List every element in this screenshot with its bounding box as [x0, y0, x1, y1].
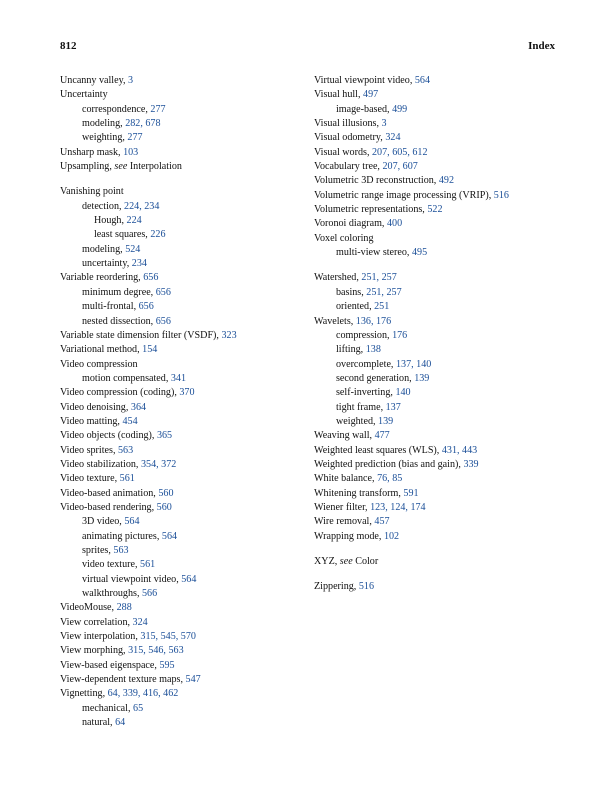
page-reference-link[interactable]: 656 — [155, 315, 171, 327]
index-subentry — [60, 286, 305, 300]
index-entry — [60, 343, 305, 357]
page-reference-link[interactable]: 64, 339, 416, 462 — [107, 688, 179, 700]
index-subentry — [60, 103, 305, 117]
index-entry — [314, 555, 564, 569]
index-term: weighting, — [82, 132, 128, 144]
page-reference-link[interactable]: 656 — [138, 301, 154, 313]
index-term: Volumetric 3D reconstruction, — [314, 175, 439, 187]
index-term: Voronoi diagram, — [314, 218, 387, 230]
index-term: Uncanny valley, — [60, 75, 129, 86]
page-reference-link[interactable]: 251, 257 — [361, 272, 397, 284]
page-reference-link[interactable]: 370 — [179, 387, 195, 399]
index-term: multi-view stereo, — [336, 247, 412, 259]
page-reference-link[interactable]: 365 — [156, 430, 173, 442]
index-subentry — [60, 716, 305, 730]
index-entry — [60, 644, 305, 658]
page-reference-link[interactable]: 277 — [127, 132, 143, 144]
see-target: Interpolation — [127, 161, 182, 173]
index-term: Video compression (coding), — [60, 387, 180, 399]
index-term: least squares, — [94, 229, 151, 241]
index-term: image-based, — [336, 103, 393, 115]
index-term: View-based eigenspace, — [60, 659, 160, 671]
index-entry — [314, 217, 564, 231]
page-reference-link[interactable]: 207, 605, 612 — [372, 146, 428, 158]
page-reference-link[interactable]: 207, 607 — [382, 161, 418, 173]
index-entry — [60, 616, 305, 630]
page-reference-link[interactable]: 516 — [358, 581, 374, 593]
index-entry — [60, 185, 305, 199]
page-reference-link[interactable]: 516 — [493, 189, 509, 201]
page-reference-link[interactable]: 251, 257 — [366, 286, 402, 298]
index-subentry — [60, 243, 305, 257]
index-term: Visual odometry, — [314, 132, 386, 144]
index-term: Visual hull, — [314, 89, 364, 101]
index-entry — [314, 315, 564, 329]
page-reference-link[interactable]: 138 — [365, 344, 381, 356]
page-reference-link[interactable]: 499 — [392, 103, 408, 115]
page-reference-link[interactable]: 454 — [122, 415, 138, 427]
index-term: Wiener filter, — [314, 501, 371, 513]
index-term: Weighted least squares (WLS), — [314, 444, 442, 456]
page-reference-link[interactable]: 282, 678 — [125, 118, 161, 130]
index-subentry — [60, 200, 305, 214]
index-term: Volumetric range image processing (VRIP), — [314, 189, 494, 201]
page-reference-link[interactable]: 140 — [395, 387, 411, 399]
page-reference-link[interactable]: 3 — [381, 118, 387, 130]
index-subentry — [60, 228, 305, 242]
section-gap — [314, 544, 564, 555]
section-gap — [314, 260, 564, 271]
index-entry — [60, 601, 305, 615]
page-reference-link[interactable]: 277 — [150, 103, 166, 115]
page-reference-link[interactable]: 224, 234 — [124, 200, 160, 212]
page-reference-link[interactable]: 477 — [374, 430, 390, 442]
page-reference-link[interactable]: 103 — [123, 146, 139, 158]
index-subentry — [60, 117, 305, 131]
index-term: modeling, — [82, 118, 126, 130]
index-term: Video texture, — [60, 473, 120, 485]
page-reference-link[interactable]: 364 — [130, 401, 147, 413]
page-reference-link[interactable]: 288 — [116, 602, 132, 614]
index-entry — [60, 88, 305, 102]
index-subentry — [314, 415, 564, 429]
page-reference-link[interactable]: 137, 140 — [395, 358, 432, 370]
index-term: virtual viewpoint video, — [82, 573, 182, 585]
see-target: Color — [352, 556, 379, 567]
index-subentry — [314, 300, 564, 314]
index-term: Vocabulary tree, — [314, 161, 383, 173]
page-reference-link[interactable]: 564 — [181, 573, 197, 585]
index-term: Uncertainty — [60, 89, 108, 101]
index-entry — [60, 146, 305, 160]
page-reference-link[interactable]: 560 — [158, 487, 174, 499]
page-reference-link[interactable]: 564 — [161, 530, 178, 542]
index-entry — [314, 444, 564, 458]
index-column-right — [314, 74, 564, 595]
page-reference-link[interactable]: 400 — [386, 218, 403, 230]
index-term: Voxel coloring — [314, 232, 374, 244]
page-reference-link[interactable]: 561 — [140, 559, 156, 571]
index-term: walkthroughs, — [82, 588, 142, 600]
index-term: self-inverting, — [336, 387, 396, 399]
index-entry — [60, 659, 305, 673]
see-reference: see — [114, 161, 128, 173]
index-subentry — [314, 386, 564, 400]
index-term: compression, — [336, 329, 393, 341]
page-reference-link[interactable]: 136, 176 — [355, 315, 392, 327]
index-entry — [314, 88, 564, 102]
page-reference-link[interactable]: 323 — [221, 329, 237, 341]
index-term: White balance, — [314, 473, 378, 485]
index-entry — [314, 203, 564, 217]
running-title: Index — [528, 40, 555, 52]
page-reference-link[interactable]: 251 — [374, 301, 390, 313]
index-term: Video-based animation, — [60, 487, 159, 499]
index-subentry — [60, 530, 305, 544]
index-term: View morphing, — [60, 645, 129, 657]
index-subentry — [314, 103, 564, 117]
index-subentry — [314, 358, 564, 372]
index-subentry — [60, 315, 305, 329]
index-entry — [60, 160, 305, 174]
index-term: Visual words, — [314, 146, 372, 158]
index-term: Weighted prediction (bias and gain), — [314, 458, 464, 470]
index-entry — [60, 673, 305, 687]
index-term: VideoMouse, — [60, 602, 117, 614]
page-number: 812 — [60, 40, 77, 52]
index-subentry — [60, 702, 305, 716]
page-reference-link[interactable]: 226 — [150, 229, 166, 241]
page-reference-link[interactable]: 176 — [392, 329, 408, 341]
index-term: 3D video, — [82, 516, 125, 528]
index-term: View correlation, — [60, 616, 133, 628]
index-term: Video-based rendering, — [60, 501, 157, 513]
index-term: second generation, — [336, 372, 415, 384]
page-reference-link[interactable]: 591 — [403, 487, 419, 499]
index-term: Whitening transform, — [314, 487, 404, 499]
index-entry — [314, 131, 564, 145]
page-reference-link[interactable]: 315, 546, 563 — [128, 645, 184, 657]
page-reference-link[interactable]: 137 — [385, 401, 401, 413]
index-subentry — [60, 257, 305, 271]
page-reference-link[interactable]: 524 — [125, 243, 141, 255]
page-reference-link[interactable]: 315, 545, 570 — [140, 631, 196, 643]
index-entry — [314, 472, 564, 486]
index-entry — [314, 160, 564, 174]
page-reference-link[interactable]: 139 — [378, 415, 394, 427]
page-reference-link[interactable]: 234 — [131, 258, 147, 270]
index-subentry — [314, 246, 564, 260]
index-entry — [314, 429, 564, 443]
see-reference: see — [339, 556, 353, 567]
index-term: natural, — [82, 717, 116, 729]
index-term: motion compensated, — [82, 372, 171, 384]
page-reference-link[interactable]: 102 — [383, 530, 400, 542]
index-term: animating pictures, — [82, 530, 162, 542]
index-term: multi-frontal, — [82, 301, 139, 313]
index-subentry — [314, 401, 564, 415]
index-term: Weaving wall, — [314, 430, 375, 442]
index-term: video texture, — [82, 559, 141, 571]
index-entry — [60, 458, 305, 472]
index-term: uncertainty, — [82, 258, 132, 270]
index-entry — [60, 444, 305, 458]
index-entry — [314, 146, 564, 160]
page-reference-link[interactable]: 560 — [156, 501, 172, 513]
index-term: Variable reordering, — [60, 272, 144, 284]
index-entry — [60, 630, 305, 644]
index-entry — [314, 458, 564, 472]
page-reference-link[interactable]: 561 — [119, 473, 135, 485]
page-reference-link[interactable]: 564 — [414, 75, 431, 86]
index-entry — [314, 487, 564, 501]
index-term: Video denoising, — [60, 401, 131, 413]
index-subentry — [60, 587, 305, 601]
index-entry — [60, 386, 305, 400]
page-reference-link[interactable]: 224 — [126, 215, 142, 227]
index-entry — [60, 487, 305, 501]
page-reference-link[interactable]: 339 — [463, 458, 479, 470]
index-entry — [314, 189, 564, 203]
index-subentry — [60, 300, 305, 314]
index-subentry — [60, 515, 305, 529]
index-term: tight frame, — [336, 401, 386, 413]
page-reference-link[interactable]: 563 — [118, 444, 134, 456]
index-term: Unsharp mask, — [60, 146, 124, 158]
index-entry — [60, 501, 305, 515]
page-reference-link[interactable]: 497 — [363, 89, 379, 101]
index-subentry — [60, 214, 305, 228]
index-term: nested dissection, — [82, 315, 156, 327]
index-term: weighted, — [336, 415, 379, 427]
index-term: Vanishing point — [60, 186, 124, 198]
index-subentry — [314, 286, 564, 300]
index-entry — [60, 271, 305, 285]
index-entry — [60, 401, 305, 415]
page-reference-link[interactable]: 76, 85 — [377, 473, 403, 485]
page-reference-link[interactable]: 547 — [185, 674, 201, 686]
index-subentry — [314, 372, 564, 386]
index-subentry — [60, 131, 305, 145]
page-reference-link[interactable]: 656 — [143, 272, 159, 284]
page-reference-link[interactable]: 656 — [155, 286, 171, 298]
index-entry — [314, 74, 564, 88]
page-reference-link[interactable]: 139 — [414, 372, 430, 384]
page-reference-link[interactable]: 492 — [438, 175, 454, 187]
index-term: Wrapping mode, — [314, 530, 384, 542]
page-reference-link[interactable]: 123, 124, 174 — [370, 501, 426, 513]
index-entry — [60, 358, 305, 372]
index-term: correspondence, — [82, 103, 151, 115]
page-reference-link[interactable]: 324 — [385, 132, 401, 144]
index-entry — [314, 232, 564, 246]
index-term: Volumetric representations, — [314, 204, 428, 216]
page-reference-link[interactable]: 522 — [427, 204, 443, 216]
index-term: lifting, — [336, 344, 366, 356]
section-gap — [60, 174, 305, 185]
page-reference-link[interactable]: 595 — [159, 659, 175, 671]
index-entry — [60, 74, 305, 88]
index-term: Hough, — [94, 215, 127, 227]
index-entry — [314, 271, 564, 285]
index-entry — [314, 515, 564, 529]
index-entry — [60, 472, 305, 486]
index-entry — [314, 530, 564, 544]
page-reference-link[interactable]: 431, 443 — [441, 444, 478, 456]
index-subentry — [314, 343, 564, 357]
index-term: Watershed, — [314, 272, 362, 284]
index-column-left — [60, 74, 305, 730]
index-entry — [60, 687, 305, 701]
index-entry — [314, 580, 564, 594]
index-term: View interpolation, — [60, 631, 141, 643]
page-reference-link[interactable]: 154 — [142, 344, 158, 356]
page-reference-link[interactable]: 341 — [170, 372, 187, 384]
page-reference-link[interactable]: 3 — [128, 75, 134, 86]
index-term: Vignetting, — [60, 688, 108, 700]
page-reference-link[interactable]: 495 — [411, 247, 428, 259]
page-reference-link[interactable]: 324 — [132, 616, 148, 628]
index-term: Variational method, — [60, 344, 143, 356]
index-entry — [314, 174, 564, 188]
index-subentry — [60, 544, 305, 558]
index-term: overcomplete, — [336, 358, 396, 370]
page-reference-link[interactable]: 566 — [142, 588, 158, 600]
index-term: mechanical, — [82, 702, 134, 714]
index-term: Video objects (coding), — [60, 430, 157, 442]
page-reference-link[interactable]: 354, 372 — [140, 458, 177, 470]
index-entry — [60, 429, 305, 443]
index-term: minimum degree, — [82, 286, 156, 298]
index-term: Video matting, — [60, 415, 123, 427]
index-subentry — [60, 372, 305, 386]
index-term: basins, — [336, 286, 367, 298]
index-subentry — [60, 558, 305, 572]
index-term: oriented, — [336, 301, 375, 313]
page-reference-link[interactable]: 457 — [374, 516, 390, 528]
index-term: sprites, — [82, 545, 114, 556]
index-entry — [314, 117, 564, 131]
index-term: Virtual viewpoint video, — [314, 75, 415, 86]
index-term: Video stabilization, — [60, 458, 141, 470]
page-reference-link[interactable]: 64 — [115, 717, 126, 729]
page-reference-link[interactable]: 65 — [133, 702, 144, 714]
index-term: Wire removal, — [314, 516, 375, 528]
index-term: Variable state dimension filter (VSDF), — [60, 329, 222, 341]
index-term: XYZ, — [314, 556, 340, 567]
index-entry — [314, 501, 564, 515]
index-subentry — [314, 329, 564, 343]
index-term: Visual illusions, — [314, 118, 382, 130]
index-term: Video sprites, — [60, 444, 118, 456]
index-term: detection, — [82, 200, 125, 212]
index-entry — [60, 329, 305, 343]
index-term: Video compression — [60, 358, 138, 370]
index-term: Wavelets, — [314, 315, 356, 327]
index-term: Zippering, — [314, 581, 359, 593]
index-subentry — [60, 573, 305, 587]
page-reference-link[interactable]: 564 — [124, 516, 140, 528]
index-term: Upsampling, — [60, 161, 115, 173]
section-gap — [314, 569, 564, 580]
index-term: View-dependent texture maps, — [60, 674, 186, 686]
index-entry — [60, 415, 305, 429]
page-reference-link[interactable]: 563 — [113, 545, 129, 556]
index-term: modeling, — [82, 243, 126, 255]
